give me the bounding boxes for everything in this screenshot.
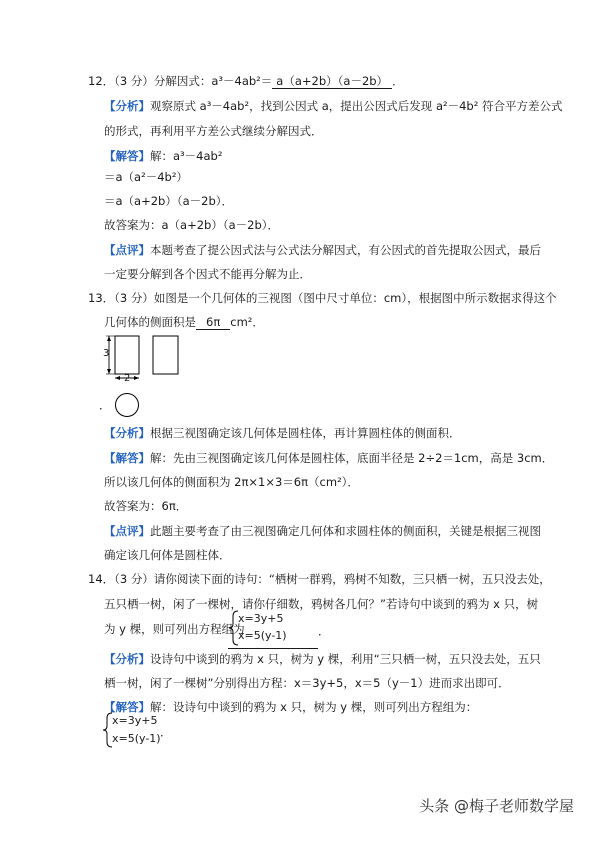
equation-2: x=5(y-1): [238, 629, 287, 642]
q13-comment-cont: 确定该几何体是圆柱体．: [104, 548, 231, 562]
q12-solution-step: ＝a（a²－4b²）: [104, 170, 188, 184]
q12-answer: a（a+2b）（a－2b）: [272, 74, 392, 89]
analysis-tag: 【分析】: [104, 652, 150, 666]
q12-solution: 【解答】解：a³－4ab²: [104, 149, 223, 163]
fig-dot: ．: [99, 398, 111, 412]
q14-analysis-cont: 栖一树，闲了一棵树”分别得出方程：x＝3y+5，x＝5（y－1）进而求出即可．: [104, 676, 510, 690]
q14-analysis: 【分析】设诗句中谈到的鸦为 x 只，树为 y 棵，利用“三只栖一树，五只没去处，五只: [104, 652, 541, 666]
watermark: 头条 @梅子老师数学屋: [419, 797, 574, 815]
q12-analysis: 【分析】观察原式 a³－4ab²，找到公因式 a，提出公因式后发现 a²－4b² 符合平方差公式: [104, 99, 563, 113]
solution-tag: 【解答】: [104, 149, 150, 163]
top-view-circle: [116, 394, 139, 417]
q12-question: 12．（3 分）分解因式：a³－4ab²＝ a（a+2b）（a－2b） ．: [88, 74, 404, 88]
fig-height-label: 3: [103, 348, 110, 359]
solution-equation-1: x=3y+5: [112, 714, 158, 727]
q13-answer: 6π: [196, 315, 230, 330]
q14-question-cont: 五只栖一树，闲了一棵树，请你仔细数，鸦树各几何？”若诗句中谈到的鸦为 x 只，树: [104, 597, 539, 611]
q12-analysis-cont: 的形式，再利用平方差公式继续分解因式．: [104, 124, 323, 138]
q13-question: 13．（3 分）如图是一个几何体的三视图（图中尺寸单位：cm），根据图中所示数据求得这个: [88, 291, 557, 305]
q14-question-cont: 为 y 棵，则可列出方程组为: [104, 622, 245, 636]
q14-answer-system: [228, 610, 318, 649]
q13-solution: 【解答】解：先由三视图确定该几何体是圆柱体，底面半径是 2÷2＝1cm，高是 3cm．: [104, 451, 554, 465]
q13-analysis: 【分析】根据三视图确定该几何体是圆柱体，再计算圆柱体的侧面积．: [104, 426, 461, 440]
solution-equation-2: x=5(y-1): [112, 732, 161, 745]
q12-final-answer: 故答案为：a（a+2b）（a－2b）．: [104, 218, 280, 232]
q12-solution-step: ＝a（a+2b）（a－2b）．: [104, 194, 234, 208]
q14-solution: 【解答】解：设诗句中谈到的鸦为 x 只，树为 y 棵，则可列出方程组为：: [104, 700, 478, 714]
q13-comment: 【点评】此题主要考查了由三视图确定几何体和求圆柱体的侧面积，关键是根据三视图: [104, 524, 541, 538]
comment-tag: 【点评】: [104, 243, 150, 257]
q13-solution-step: 所以该几何体的侧面积为 2π×1×3＝6π（cm²）．: [104, 475, 359, 489]
fig-width-label: 2: [124, 373, 131, 384]
comment-tag: 【点评】: [104, 524, 150, 538]
solution-tag: 【解答】: [104, 451, 150, 465]
q14-question: 14．（3 分）请你阅读下面的诗句：“栖树一群鸦，鸦树不知数，三只栖一树，五只没去处，: [88, 572, 551, 586]
solution-tag: 【解答】: [104, 700, 150, 714]
q12-comment: 【点评】本题考查了提公因式法与公式法分解因式，有公因式的首先提取公因式，最后: [104, 243, 541, 257]
q14-solution-tail: ．: [160, 725, 172, 739]
q12-comment-cont: 一定要分解到各个因式不能再分解为止．: [104, 267, 311, 281]
analysis-tag: 【分析】: [104, 426, 150, 440]
q13-final-answer: 故答案为：6π．: [104, 499, 188, 513]
analysis-tag: 【分析】: [104, 99, 150, 113]
q13-question-cont: 几何体的侧面积是 6π cm²．: [104, 315, 264, 329]
q14-question-tail: ．: [318, 624, 330, 638]
equation-1: x=3y+5: [238, 612, 284, 625]
